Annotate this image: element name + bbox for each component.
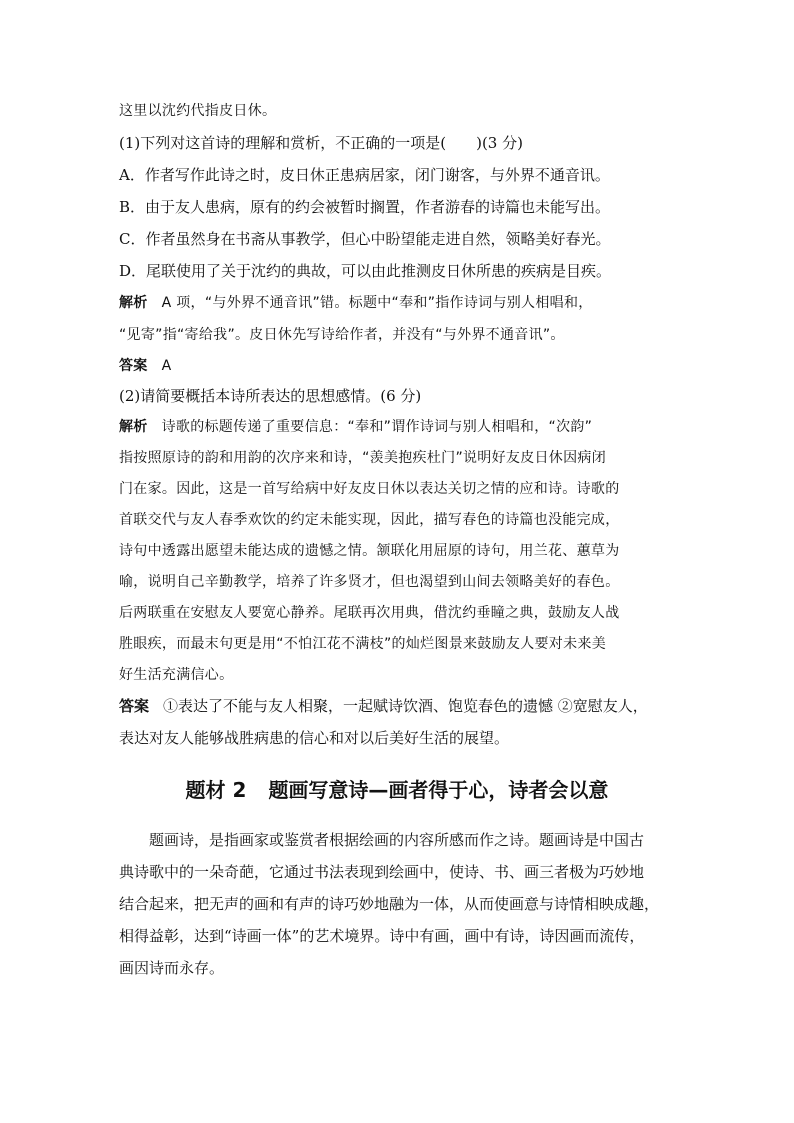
question-2-stem: (2)请简要概括本诗所表达的思想感情。(6 分) xyxy=(119,387,422,405)
question-1-stem: (1)下列对这首诗的理解和赏析，不正确的一项是( )(3 分) xyxy=(119,134,523,152)
question-1-analysis-line: “见寄”指“寄给我”。皮日休先写诗给作者，并没有“与外界不通音讯”。 xyxy=(119,327,565,343)
question-2-analysis-line: 首联交代与友人春季欢饮的约定未能实现，因此，描写春色的诗篇也没能完成， xyxy=(119,512,620,528)
question-1-option-d: D．尾联使用了关于沈约的典故，可以由此推测皮日休所患的疾病是目疾。 xyxy=(119,262,612,280)
analysis-label: 解析 xyxy=(119,295,148,311)
analysis-text: 诗歌的标题传递了重要信息：“奉和”谓作诗词与别人相唱和，“次韵” xyxy=(161,419,593,435)
body-paragraph-line: 相得益彰，达到“诗画一体”的艺术境界。诗中有画，画中有诗，诗因画而流传， xyxy=(119,927,645,945)
section-title: 题画写意诗—画者得于心，诗者会以意 xyxy=(268,778,609,802)
question-2-analysis-line: 诗句中透露出愿望未能达成的遗憾之情。颔联化用屈原的诗句，用兰花、蕙草为 xyxy=(119,543,620,559)
analysis-text: A 项，“与外界不通音讯”错。标题中“奉和”指作诗词与别人相唱和， xyxy=(161,295,593,311)
question-1-answer-line xyxy=(119,356,679,376)
question-2-answer-line: 表达对友人能够战胜病患的信心和对以后美好生活的展望。 xyxy=(119,729,510,747)
question-2-analysis-line: 门在家。因此，这是一首写给病中好友皮日休以表达关切之情的应和诗。诗歌的 xyxy=(119,481,620,497)
question-2-analysis-line: 胜眼疾，而最末句更是用“不怕江花不满枝”的灿烂图景来鼓励友人要对未来美 xyxy=(119,636,607,652)
question-2-analysis-line: 后两联重在安慰友人要宽心静养。尾联再次用典，借沈约垂瞳之典，鼓励友人战 xyxy=(119,605,620,621)
answer-label: 答案 xyxy=(119,358,148,374)
intro-line: 这里以沈约代指皮日休。 xyxy=(119,103,277,119)
question-1-option-c: C．作者虽然身在书斋从事教学，但心中盼望能走进自然，领略美好春光。 xyxy=(119,230,611,248)
body-paragraph-line: 题画诗，是指画家或鉴赏者根据绘画的内容所感而作之诗。题画诗是中国古 xyxy=(119,831,645,849)
question-1-option-b: B．由于友人患病，原有的约会被暂时搁置，作者游春的诗篇也未能写出。 xyxy=(119,198,611,216)
question-2-analysis-line xyxy=(119,417,679,437)
answer-text: A xyxy=(161,358,172,374)
question-2-analysis-line: 指按照原诗的韵和用韵的次序来和诗，“羡美抱疾杜门”说明好友皮日休因病闭 xyxy=(119,450,607,466)
body-paragraph-line: 画因诗而永存。 xyxy=(119,959,225,977)
question-2-analysis-line: 好生活充满信心。 xyxy=(119,667,234,683)
question-1-analysis-line xyxy=(119,293,679,313)
question-1-option-a: A．作者写作此诗之时，皮日休正患病居家，闭门谢客，与外界不通音讯。 xyxy=(119,166,610,184)
analysis-label: 解析 xyxy=(119,419,148,435)
question-2-analysis-line: 喻，说明自己辛勤教学，培养了许多贤才，但也渴望到山间去领略美好的春色。 xyxy=(119,574,620,590)
answer-text: ①表达了不能与友人相聚，一起赋诗饮酒、饱览春色的遗憾 ②宽慰友人， xyxy=(163,697,648,715)
section-number: 题材 2 xyxy=(185,778,247,802)
body-paragraph-line: 典诗歌中的一朵奇葩，它通过书法表现到绘画中，使诗、书、画三者极为巧妙地 xyxy=(119,863,645,881)
question-2-answer-line xyxy=(119,696,679,716)
body-paragraph-line: 结合起来，把无声的画和有声的诗巧妙地融为一体，从而使画意与诗情相映成趣， xyxy=(119,895,660,913)
answer-label: 答案 xyxy=(119,697,150,715)
section-heading xyxy=(0,777,794,803)
